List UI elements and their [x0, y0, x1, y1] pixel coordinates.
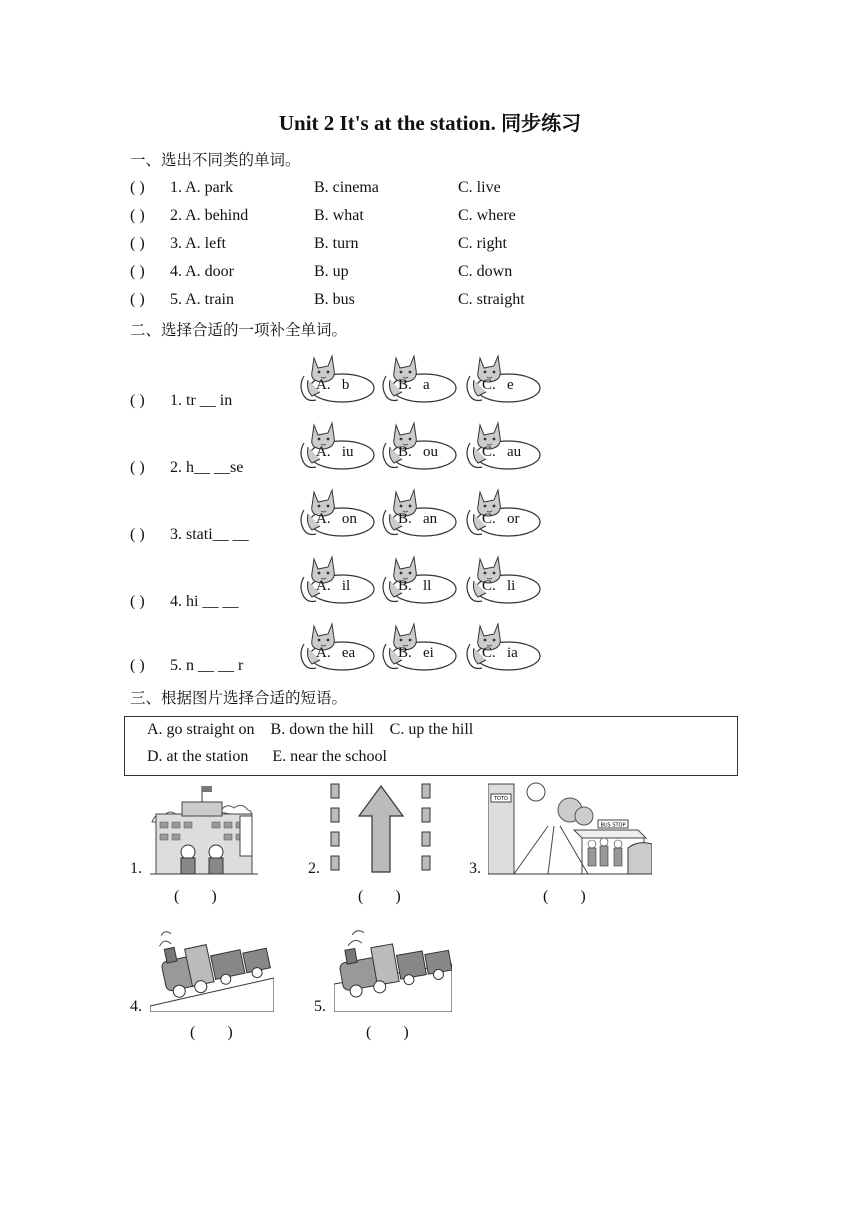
cat-option-c[interactable] — [460, 350, 540, 410]
option-label: B. ll — [398, 578, 432, 594]
option-c: C. live — [458, 179, 501, 196]
option-label: C. or — [482, 511, 520, 527]
cat-option-b[interactable] — [376, 618, 456, 678]
option-label: A. b — [316, 377, 350, 393]
option-label: B. ei — [398, 645, 434, 661]
word-prompt: 1. tr __ in — [170, 392, 233, 409]
option-a: 1. A. park — [170, 179, 234, 196]
cat-option-c[interactable] — [460, 618, 540, 678]
cat-option-a[interactable] — [294, 417, 374, 477]
answer-blank[interactable]: ( ) — [174, 888, 217, 905]
answer-blank[interactable]: ( ) — [130, 392, 145, 409]
bus-stop-sign: BUS STOP — [600, 822, 626, 829]
option-a: 2. A. behind — [170, 207, 249, 224]
picture-number: 2. — [308, 860, 320, 877]
answer-blank[interactable]: ( ) — [130, 179, 145, 196]
shop-sign: TOTO — [494, 796, 508, 802]
cat-option-b[interactable] — [376, 417, 456, 477]
option-label: B. ou — [398, 444, 439, 460]
title-en: Unit 2 It's at the station. — [278, 111, 496, 135]
option-label: C. li — [482, 578, 516, 594]
picture-number: 4. — [130, 998, 142, 1015]
train-down-hill-picture — [334, 924, 452, 1012]
answer-blank[interactable]: ( ) — [130, 207, 145, 224]
cat-option-c[interactable] — [460, 484, 540, 544]
option-c: C. down — [458, 263, 513, 280]
option-a: 4. A. door — [170, 263, 234, 280]
answer-blank[interactable]: ( ) — [130, 263, 145, 280]
train-up-hill-picture — [150, 922, 274, 1012]
option-b: B. cinema — [314, 179, 379, 196]
cat-option-c[interactable] — [460, 417, 540, 477]
answer-blank[interactable]: ( ) — [130, 593, 145, 610]
answer-blank[interactable]: ( ) — [130, 291, 145, 308]
option-b: B. up — [314, 263, 349, 280]
picture-number: 5. — [314, 998, 326, 1015]
cat-option-b[interactable] — [376, 484, 456, 544]
answer-blank[interactable]: ( ) — [130, 235, 145, 252]
option-label: A. il — [316, 578, 351, 594]
option-b: B. what — [314, 207, 364, 224]
page-title — [0, 107, 860, 136]
cat-option-a[interactable] — [294, 551, 374, 611]
cat-option-a[interactable] — [294, 484, 374, 544]
option-label: C. e — [482, 377, 514, 393]
phrase-line-1: A. go straight on B. down the hill C. up the hill — [147, 721, 474, 738]
word-prompt: 4. hi __ __ — [170, 593, 239, 610]
answer-blank[interactable]: ( ) — [366, 1024, 409, 1041]
answer-blank[interactable]: ( ) — [543, 888, 586, 905]
section1-heading: 一、选出不同类的单词。 — [130, 151, 301, 169]
option-label: A. on — [316, 511, 357, 527]
word-prompt: 5. n __ __ r — [170, 657, 244, 674]
answer-blank[interactable]: ( ) — [190, 1024, 233, 1041]
phrase-line-2: D. at the station E. near the school — [147, 748, 387, 765]
bus-stop-picture — [488, 778, 652, 876]
picture-number: 1. — [130, 860, 142, 877]
picture-number: 3. — [469, 860, 481, 877]
cat-option-a[interactable] — [294, 350, 374, 410]
option-label: A. ea — [316, 645, 356, 661]
cat-option-a[interactable] — [294, 618, 374, 678]
option-a: 5. A. train — [170, 291, 234, 308]
answer-blank[interactable]: ( ) — [130, 459, 145, 476]
option-c: C. where — [458, 207, 516, 224]
answer-blank[interactable]: ( ) — [130, 657, 145, 674]
title-cn: 同步练习 — [501, 111, 582, 135]
section2-heading: 二、选择合适的一项补全单词。 — [130, 321, 348, 339]
option-c: C. straight — [458, 291, 525, 308]
option-label: C. au — [482, 444, 522, 460]
phrase-box — [124, 716, 738, 776]
option-label: B. a — [398, 377, 430, 393]
cat-option-b[interactable] — [376, 551, 456, 611]
option-a: 3. A. left — [170, 235, 226, 252]
straight-arrow-picture — [328, 782, 434, 874]
answer-blank[interactable]: ( ) — [130, 526, 145, 543]
option-b: B. bus — [314, 291, 355, 308]
option-label: C. ia — [482, 645, 518, 661]
cat-option-c[interactable] — [460, 551, 540, 611]
option-label: B. an — [398, 511, 438, 527]
answer-blank[interactable]: ( ) — [358, 888, 401, 905]
option-b: B. turn — [314, 235, 359, 252]
option-c: C. right — [458, 235, 507, 252]
word-prompt: 2. h__ __se — [170, 459, 244, 476]
word-prompt: 3. stati__ __ — [170, 526, 249, 543]
cat-option-b[interactable] — [376, 350, 456, 410]
section3-heading: 三、根据图片选择合适的短语。 — [130, 689, 348, 707]
school-picture — [150, 782, 258, 876]
option-label: A. iu — [316, 444, 354, 460]
